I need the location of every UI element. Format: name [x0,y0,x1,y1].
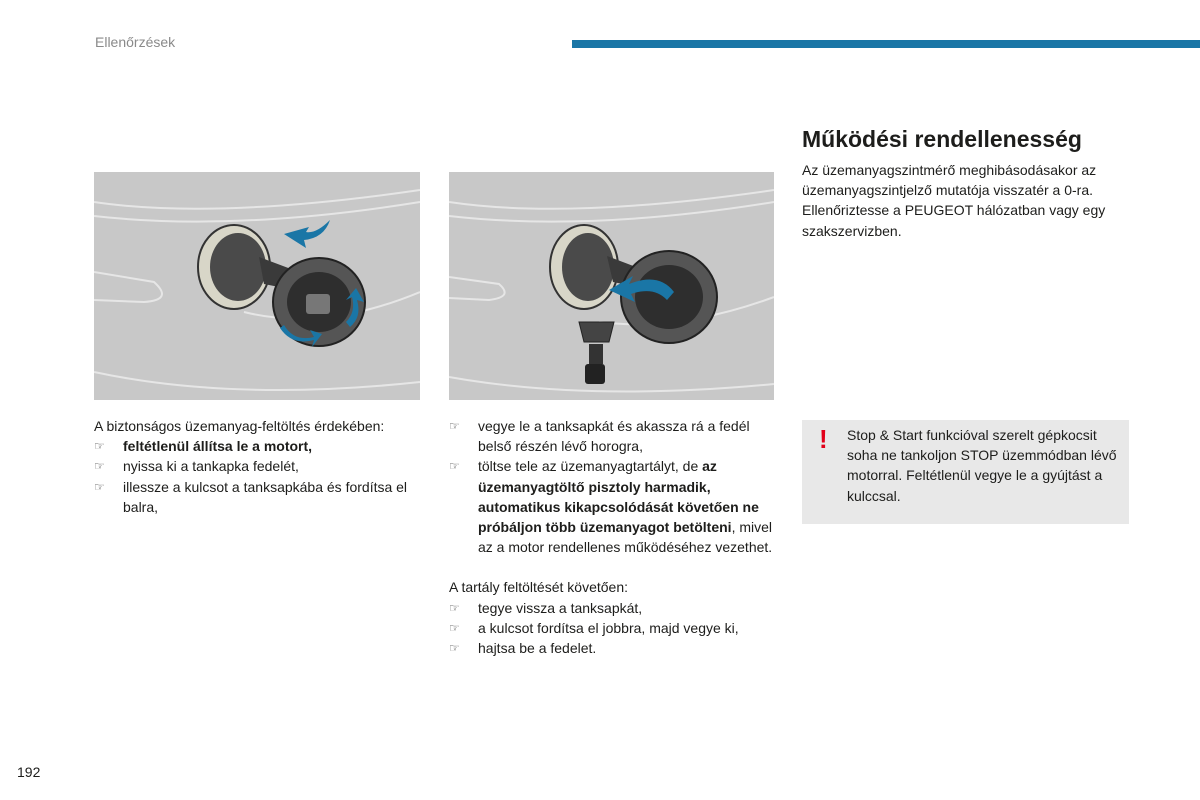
list-item [94,477,424,517]
malfunction-text: Az üzemanyagszintmérő meghibásodásakor az üzemanyagszintjelző mutatója visszatér a 0-ra. Ellenőriztesse a PEUGEOT hálózatban vagy egy szakszervizben. [802,162,1106,239]
pointing-hand-icon: ☞ [449,419,460,433]
list-item-text: a kulcsot fordítsa el jobbra, majd vegye ki, [478,619,739,636]
warning-text: Stop & Start funkcióval szerelt gépkocsit soha ne tankoljon STOP üzemmódban lévő motorral. Feltétlenül vegye le a gyújtást a kulccsal. [847,427,1117,504]
list-item-text: vegye le a tanksapkát és akassza rá a fedél belső részén lévő horogra, [478,418,750,455]
list-item [449,618,779,638]
pointing-hand-icon: ☞ [94,459,105,474]
warning-box [802,420,1129,524]
section-title: Működési rendellenesség [802,126,1082,152]
fuel-cap-hang-illustration [449,172,774,400]
list-item-text: hajtsa be a fedelet. [478,640,597,657]
list-item [94,456,424,476]
pointing-hand-icon: ☞ [94,439,105,454]
list-item [449,456,779,557]
after-refuel-intro: A tartály feltöltését követően: [449,579,628,596]
list-item-text: illessze a kulcsot a tanksapkába és fordítsa el balra, [123,478,408,515]
fuel-cap-hang-figure [449,172,774,400]
fuel-cap-unlock-illustration [94,172,420,400]
list-item [94,436,424,456]
header-accent-bar [572,40,1200,48]
list-item [449,638,779,658]
list-item-text: töltse tele az üzemanyagtartályt, de az üzemanyagtöltő pisztoly harmadik, automatikus kikapcsolódását követően ne próbáljon több üzemanyagot betölteni, mivel az a motor rendellenes működéséhez vezethet. [478,458,773,556]
page-number: 192 [17,764,41,780]
list-item-text: feltétlenül állítsa le a motort, [123,438,313,455]
pointing-hand-icon: ☞ [449,459,460,474]
pointing-hand-icon: ☞ [449,600,460,615]
instructions-left [94,416,424,517]
list-item-text: nyissa ki a tankapka fedelét, [123,458,299,475]
pointing-hand-icon: ☞ [94,479,105,494]
header-title: Ellenőrzések [95,34,176,50]
list-item-text: tegye vissza a tanksapkát, [478,599,643,616]
intro-text: A biztonságos üzemanyag-feltöltés érdekében: [94,418,385,434]
pointing-hand-icon: ☞ [449,641,460,656]
instructions-middle [449,416,779,658]
list-item [449,598,779,618]
refuel-warning-bold: az üzemanyagtöltő pisztoly harmadik, automatikus kikapcsolódását követően ne próbáljon több üzemanyagot betölteni [478,458,759,536]
fuel-cap-unlock-figure [94,172,420,400]
pointing-hand-icon: ☞ [449,620,460,635]
list-item [449,416,779,456]
warning-icon: ! [819,424,828,454]
